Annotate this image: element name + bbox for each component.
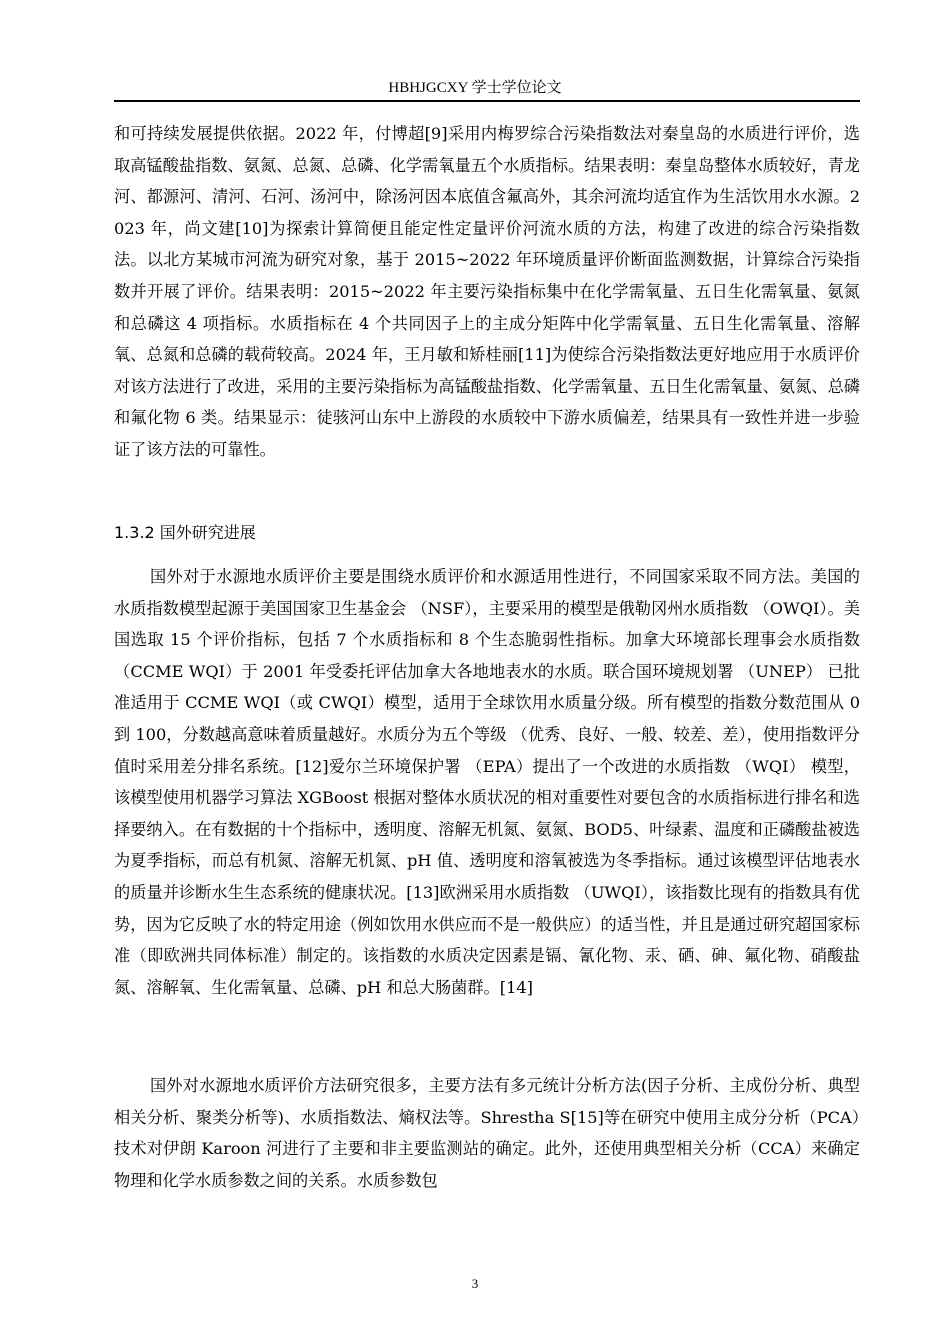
page-number: 3 xyxy=(471,1276,479,1291)
paragraph-foreign-research xyxy=(114,561,860,1003)
paragraph-evaluation-methods xyxy=(114,1070,860,1196)
paragraph-text: 国外对水源地水质评价方法研究很多，主要方法有多元统计分析方法(因子分析、主成份分析、典型相关分析、聚类分析等)、水质指数法、熵权法等。Shrestha S[15]等在研究中使用主成分分析（PCA）技术对伊朗 Karoon 河进行了主要和非主要监测站的确定。此外，还使用典型相关分析（CCA）来确定物理和化学水质参数之间的关系。水质参数包 xyxy=(114,1076,860,1190)
running-header: HBHJGCXY 学士学位论文 xyxy=(388,80,562,96)
paragraph-text: 国外对于水源地水质评价主要是围绕水质评价和水源适用性进行，不同国家采取不同方法。美国的水质指数模型起源于美国国家卫生基金会 （NSF），主要采用的模型是俄勒冈州水质指数 （OWQI）。美国选取 15 个评价指标，包括 7 个水质指标和 8 个生态脆弱性指标。加拿大环境部长理事会水质指数 （CCME WQI）于 2001 年受委托评估加拿大各地地表水的水质。联合国环境规划署 （UNEP） 已批准适用于 CCME WQI（或 CWQI）模型，适用于全球饮用水质量分级。所有模型的指数分数范围从 0 到 100，分数越高意味着质量越好。水质分为五个等级 （优秀、良好、一般、较差、差），使用指数评分值时采用差分排名系统。[12]爱尔兰环境保护署 （EPA）提出了一个改进的水质指数 （WQI） 模型，该模型使用机器学习算法 XGBoost 根据对整体水质状况的相对重要性对要包含的水质指标进行排名和选择要纳入。在有数据的十个指标中，透明度、溶解无机氮、氨氮、BOD5、叶绿素、温度和正磷酸盐被选为夏季指标，而总有机氮、溶解无机氮、pH 值、透明度和溶氧被选为冬季指标。通过该模型评估地表水的质量并诊断水生生态系统的健康状况。[13]欧洲采用水质指数 （UWQI），该指数比现有的指数具有优势，因为它反映了水的特定用途（例如饮用水供应而不是一般供应）的适当性，并且是通过研究超国家标准（即欧洲共同体标准）制定的。该指数的水质决定因素是镉、氰化物、汞、硒、砷、氟化物、硝酸盐氮、溶解氧、生化需氧量、总磷、pH 和总大肠菌群。[14] xyxy=(114,567,860,997)
paragraph-domestic-research xyxy=(114,118,860,466)
paragraph-text: 和可持续发展提供依据。2022 年，付博超[9]采用内梅罗综合污染指数法对秦皇岛的水质进行评价，选取高锰酸盐指数、氨氮、总氮、总磷、化学需氧量五个水质指标。结果表明：秦皇岛整体水质较好，青龙河、都源河、清河、石河、汤河中，除汤河因本底值含氟高外，其余河流均适宜作为生活饮用水水源。2023 年，尚文建[10]为探索计算简便且能定性定量评价河流水质的方法，构建了改进的综合污染指数法。以北方某城市河流为研究对象，基于 2015~2022 年环境质量评价断面监测数据，计算综合污染指数并开展了评价。结果表明：2015~2022 年主要污染指标集中在化学需氧量、五日生化需氧量、氨氮和总磷这 4 项指标。水质指标在 4 个共同因子上的主成分矩阵中化学需氧量、五日生化需氧量、溶解氧、总氮和总磷的载荷较高。2024 年，王月敏和矫桂丽[11]为使综合污染指数法更好地应用于水质评价对该方法进行了改进，采用的主要污染指标为高锰酸盐指数、化学需氧量、五日生化需氧量、氨氮、总磷和氟化物 6 类。结果显示：徒骇河山东中上游段的水质较中下游水质偏差，结果具有一致性并进一步验证了该方法的可靠性。 xyxy=(114,124,860,459)
section-heading: 1.3.2 国外研究进展 xyxy=(114,523,256,542)
header-divider xyxy=(114,100,860,102)
